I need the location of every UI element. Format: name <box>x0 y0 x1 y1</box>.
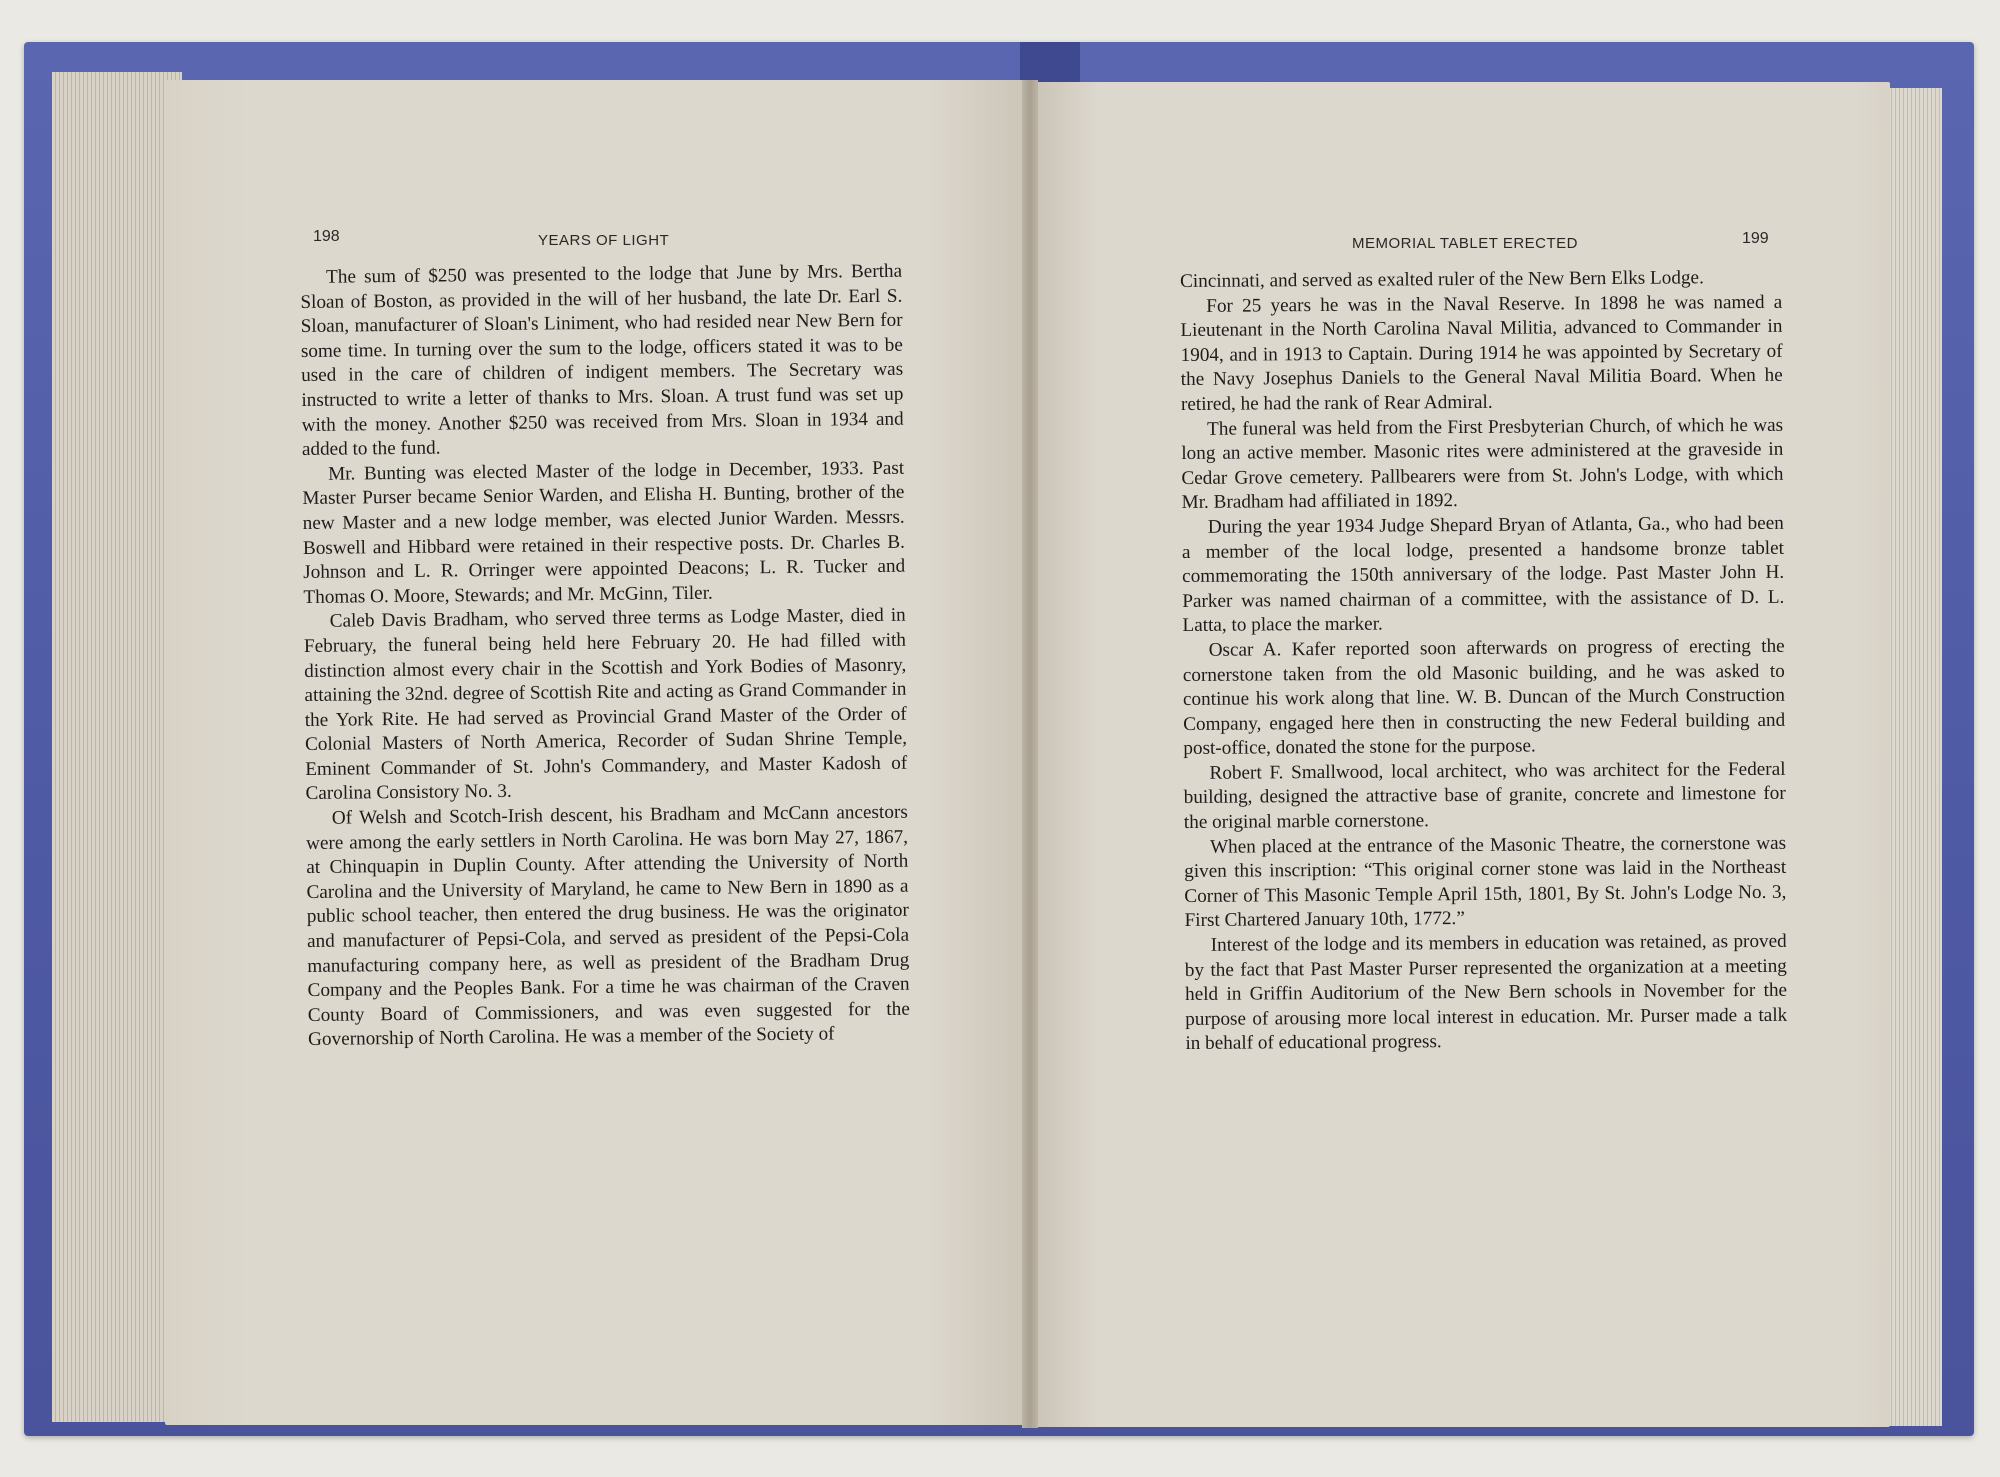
paragraph: The sum of $250 was presented to the lodge that June by Mrs. Bertha Sloan of Boston, as provided in the will of her husband, the late Dr. Earl S. Sloan, manufacturer of Sloan's Liniment, who had resided near New Bern for some time. In turning over the sum to the lodge, officers stated it was to be used in the care of children of indigent members. The Secretary was instructed to write a letter of thanks to Mrs. Sloan. A trust fund was set up with the money. Another $250 was received from Mrs. Sloan in 1934 and added to the fund. <box>300 260 904 461</box>
left-page-number: 198 <box>313 228 340 245</box>
paragraph: Oscar A. Kafer reported soon afterwards on progress of erecting the cornerstone taken from the old Masonic building, and he was asked to continue his work along that line. W. B. Duncan of the Murch Construction Company, engaged here then in constructing the new Federal building and post-office, donated the stone for the purpose. <box>1182 635 1786 760</box>
paragraph: The funeral was held from the First Presbyterian Church, of which he was long an active member. Masonic rites were administered at the graveside in Cedar Grove cemetery. Pallbearers were from St. John's Lodge, with which Mr. Bradham had affiliated in 1892. <box>1181 414 1784 514</box>
paragraph: Of Welsh and Scotch-Irish descent, his Bradham and McCann ancestors were among the early settlers in North Carolina. He was born May 27, 1867, at Chinquapin in Duplin County. After attending the University of North Carolina and the University of Maryland, he came to New Bern in 1890 as a public school teacher, then entered the drug business. He was the originator and manufacturer of Pepsi-Cola, and served as president of the Pepsi-Cola manufacturing company here, as well as president of the Bradham Drug Company and the Peoples Bank. For a time he was chairman of the Craven County Board of Commissioners, and was even suggested for the Governorship of North Carolina. He was a member of the Society of <box>305 801 910 1051</box>
paragraph: Mr. Bunting was elected Master of the lodge in December, 1933. Past Master Purser became Senior Warden, and Elisha H. Bunting, brother of the new Master and a new lodge member, was elected Junior Warden. Messrs. Boswell and Hibbard were retained in their respective posts. Dr. Charles B. Johnson and L. R. Orringer were appointed Deacons; L. R. Tucker and Thomas O. Moore, Stewards; and Mr. McGinn, Tiler. <box>302 457 906 608</box>
right-page-body <box>1180 266 1787 1057</box>
right-page-number: 199 <box>1742 230 1769 247</box>
paragraph: Robert F. Smallwood, local architect, who was architect for the Federal building, designed the attractive base of granite, concrete and limestone for the original marble cornerstone. <box>1183 758 1786 834</box>
paragraph: Caleb Davis Bradham, who served three terms as Lodge Master, died in February, the funeral being held here February 20. He had filled with distinction almost every chair in the Scottish and York Bodies of Masonry, attaining the 32nd. degree of Scottish Rite and acting as Grand Commander in the York Rite. He had served as Provincial Grand Master of the Order of Colonial Masters of North America, Recorder of Sudan Shrine Temple, Eminent Commander of St. John's Commandery, and Master Kadosh of Carolina Consistory No. 3. <box>303 604 908 805</box>
left-page-edges <box>52 72 182 1422</box>
right-running-head: MEMORIAL TABLET ERECTED <box>1352 235 1578 252</box>
book-spine <box>1020 42 1080 82</box>
book-gutter <box>1022 80 1038 1428</box>
left-running-head: YEARS OF LIGHT <box>538 232 670 249</box>
paragraph: During the year 1934 Judge Shepard Bryan of Atlanta, Ga., who had been a member of the local lodge, presented a handsome bronze tablet commemorating the 150th anniversary of the lodge. Past Master John H. Parker was named chairman of a committee, with the assistance of D. L. Latta, to place the marker. <box>1181 512 1785 637</box>
continuation-paragraph: Cincinnati, and served as exalted ruler of the New Bern Elks Lodge. <box>1180 267 1704 292</box>
paragraph: When placed at the entrance of the Masonic Theatre, the cornerstone was given this inscription: “This original corner stone was laid in the Northeast Corner of This Masonic Temple April 15th, 1801, By St. John's Lodge No. 3, First Chartered January 10th, 1772.” <box>1184 832 1787 932</box>
left-page-body <box>300 260 910 1053</box>
paragraph: For 25 years he was in the Naval Reserve. In 1898 he was named a Lieutenant in the North Carolina Naval Militia, advanced to Commander in 1904, and in 1913 to Captain. During 1914 he was appointed by Secretary of the Navy Josephus Daniels to the General Naval Militia Board. When he retired, he had the rank of Rear Admiral. <box>1180 291 1783 415</box>
paragraph: Interest of the lodge and its members in education was retained, as proved by the fact that Past Master Purser represented the organization at a meeting held in Griffin Auditorium of the New Bern schools in November for the purpose of arousing more local interest in education. Mr. Purser made a talk in behalf of educational progress. <box>1184 930 1788 1055</box>
